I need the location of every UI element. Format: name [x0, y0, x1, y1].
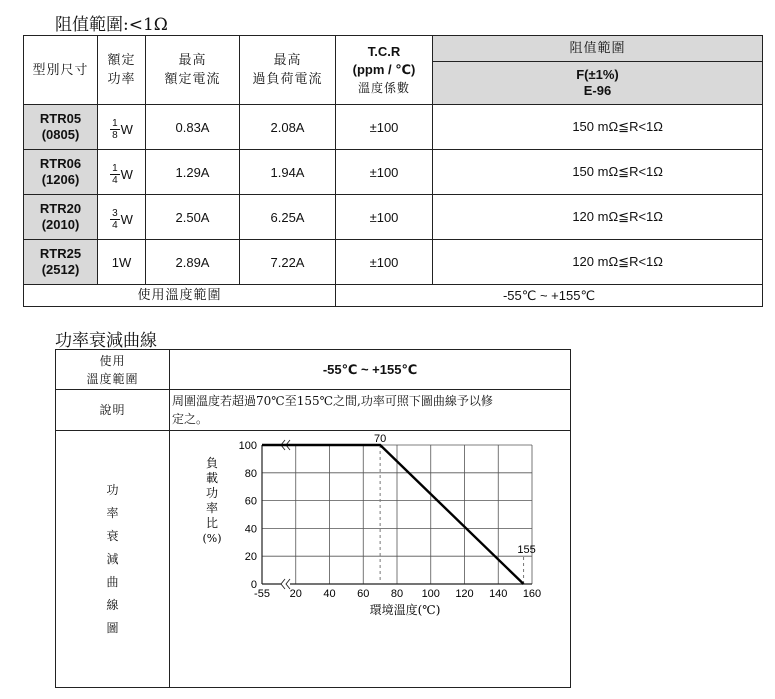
description-label: 說明	[56, 390, 170, 431]
overload-current-cell: 7.22A	[240, 240, 336, 285]
power-cell: 1W	[98, 240, 146, 285]
rated-current-cell: 2.50A	[146, 195, 240, 240]
header-resistance-range: 阻值範圍	[433, 36, 763, 62]
x-axis-label: 環境溫度(℃)	[369, 603, 441, 617]
derating-temp-value: -55℃ ~ +155℃	[170, 350, 571, 390]
y-tick-label: 40	[244, 523, 257, 536]
x-tick-label: 120	[455, 588, 474, 600]
operating-temp-label: 使用溫度範圍	[24, 285, 336, 307]
tcr-cell: ±100	[336, 150, 433, 195]
x-tick-label: 40	[323, 588, 336, 600]
tcr-cell: ±100	[336, 195, 433, 240]
model-cell: RTR20 (2010)	[24, 195, 98, 240]
y-tick-label: 80	[244, 467, 257, 480]
spec-table	[23, 35, 763, 307]
curve-label: 功 率 衰 減 曲 線 圖	[56, 431, 170, 688]
derating-title: 功率衰減曲線	[55, 331, 157, 351]
power-cell: $\frac{3}{4}$ W	[98, 195, 146, 240]
x-tick-label: 60	[357, 588, 370, 600]
overload-current-cell: 1.94A	[240, 150, 336, 195]
description-text: 周圍溫度若超過70℃至155℃之間,功率可照下圖曲線予以修 定之。	[170, 390, 571, 431]
rated-current-cell: 2.89A	[146, 240, 240, 285]
y-axis-label: 功	[205, 486, 219, 500]
derating-curve	[262, 445, 524, 584]
rated-current-cell: 1.29A	[146, 150, 240, 195]
table-row	[24, 150, 763, 195]
power-cell: $\frac{1}{8}$ W	[98, 105, 146, 150]
y-tick-label: 20	[244, 551, 257, 564]
range-cell: 120 mΩ≦R<1Ω	[433, 195, 763, 240]
header-max-overload-current: 最高 過負荷電流	[240, 36, 336, 105]
model-cell: RTR06 (1206)	[24, 150, 98, 195]
y-axis-label: (%)	[202, 532, 222, 545]
range-cell: 150 mΩ≦R<1Ω	[433, 105, 763, 150]
table-row	[24, 240, 763, 285]
range-cell: 120 mΩ≦R<1Ω	[433, 240, 763, 285]
resistance-range-title: 阻值範圍:<1Ω	[55, 15, 168, 35]
rated-current-cell: 0.83A	[146, 105, 240, 150]
y-tick-label: 100	[238, 440, 257, 452]
range-cell: 150 mΩ≦R<1Ω	[433, 150, 763, 195]
header-size: 型別尺寸	[24, 36, 98, 105]
power-cell: $\frac{1}{4}$ W	[98, 150, 146, 195]
model-cell: RTR05 (0805)	[24, 105, 98, 150]
x-tick-label: 20	[289, 588, 302, 600]
derating-temp-label: 使用 溫度範圍	[56, 350, 170, 390]
table-row	[24, 105, 763, 150]
y-axis-label: 比	[205, 516, 219, 530]
y-tick-label: 0	[250, 579, 257, 591]
operating-temp-value: -55℃ ~ +155℃	[336, 285, 763, 307]
model-cell: RTR25 (2512)	[24, 240, 98, 285]
overload-current-cell: 2.08A	[240, 105, 336, 150]
derating-table	[55, 349, 571, 688]
tcr-cell: ±100	[336, 105, 433, 150]
x-tick-label: 80	[390, 588, 404, 600]
annotation-155: 155	[517, 544, 536, 556]
y-axis-label: 載	[205, 471, 219, 485]
x-tick-label: 100	[421, 588, 440, 600]
y-tick-label: 60	[244, 495, 257, 508]
annotation-70: 70	[374, 433, 387, 445]
derating-chart	[170, 431, 570, 687]
x-tick-label: -55	[254, 588, 270, 600]
header-rated-power: 額定 功率	[98, 36, 146, 105]
header-tolerance: F(±1%) E-96	[433, 62, 763, 105]
overload-current-cell: 6.25A	[240, 195, 336, 240]
header-tcr: T.C.R (ppm / ℃) 溫度係數	[336, 36, 433, 105]
chart-cell	[170, 431, 571, 688]
y-axis-label: 率	[205, 501, 219, 515]
tcr-cell: ±100	[336, 240, 433, 285]
header-max-rated-current: 最高 額定電流	[146, 36, 240, 105]
table-row	[24, 195, 763, 240]
x-tick-label: 160	[522, 588, 542, 600]
x-tick-label: 140	[489, 588, 508, 600]
y-axis-label: 負	[205, 456, 219, 470]
